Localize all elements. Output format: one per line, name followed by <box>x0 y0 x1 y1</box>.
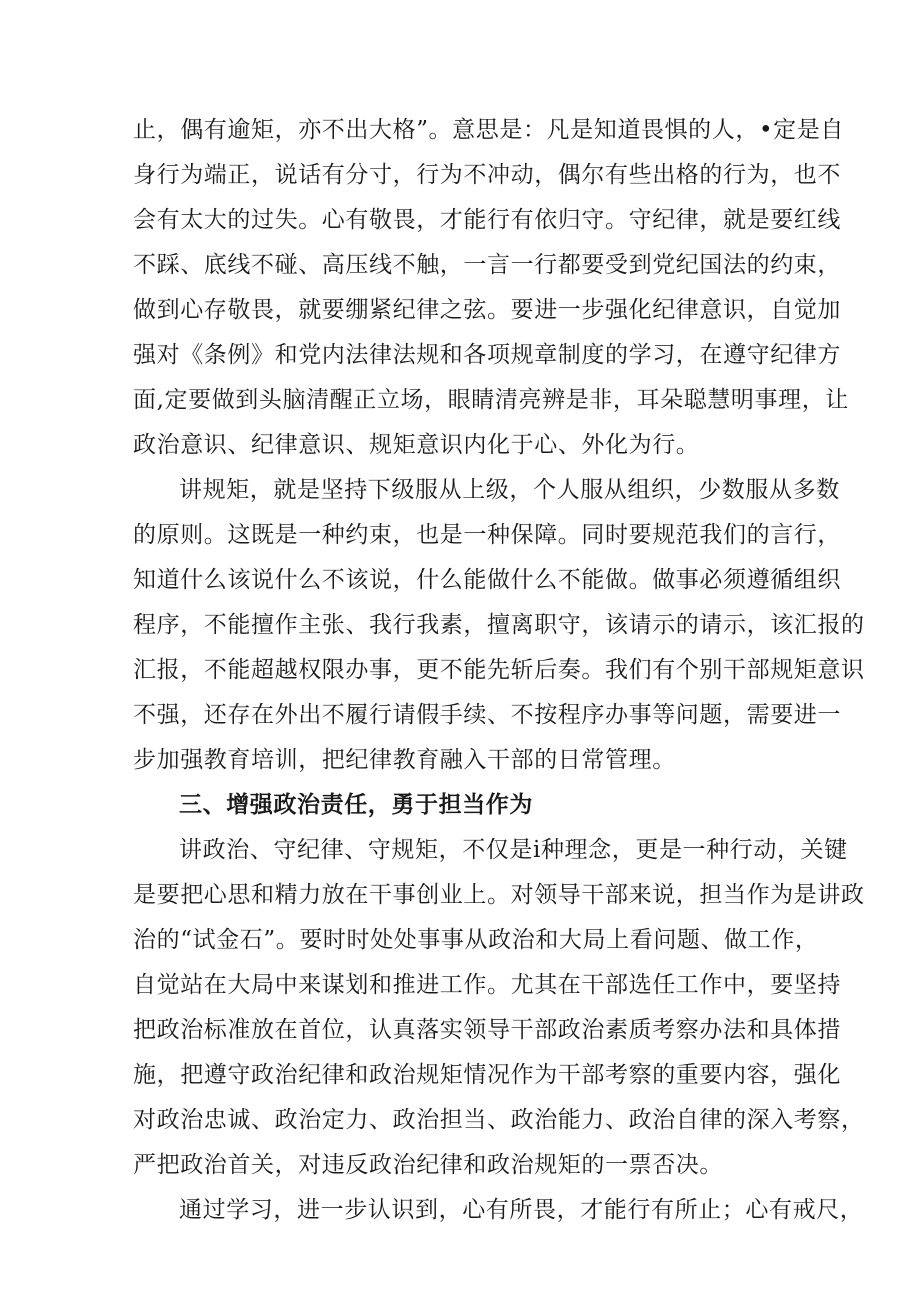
text-line: 汇报，不能超越权限办事，更不能先斩后奏。我们有个别干部规矩意识 <box>133 657 865 683</box>
text-line: 把政治标准放在首位，认真落实领导干部政治素质考察办法和具体措 <box>133 1017 841 1043</box>
text-line: 止，偶有逾矩，亦不出大格”。意思是：凡是知道畏惧的人，•定是自 <box>133 117 844 143</box>
text-line: 步加强教育培训，把纪律教育融入干部的日常管理。 <box>133 747 676 773</box>
text-line: 治的“试金石”。要时时处处事事从政治和大局上看问题、做工作， <box>133 927 819 953</box>
text-line: 不踩、底线不碰、高压线不触，一言一行都要受到党纪国法的约束， <box>133 252 841 278</box>
text-line: 讲政治、守纪律、守规矩，不仅是i种理念，更是一种行动，关键 <box>179 837 848 863</box>
text-line: 政治意识、纪律意识、规矩意识内化于心、外化为行。 <box>133 432 700 458</box>
text-line: 通过学习，进一步认识到，心有所畏，才能行有所止；心有戒尺， <box>179 1197 864 1223</box>
text-line: 讲规矩，就是坚持下级服从上级，个人服从组织，少数服从多数 <box>179 477 840 503</box>
text-line: 严把政治首关，对违反政治纪律和政治规矩的一票否决。 <box>133 1152 723 1178</box>
text-line: 的原则。这既是一种约束，也是一种保障。同时要规范我们的言行， <box>133 522 841 548</box>
text-line: 知道什么该说什么不该说，什么能做什么不能做。做事必须遵循组织 <box>133 567 841 593</box>
section-heading: 三、增强政治责任，勇于担当作为 <box>179 792 533 818</box>
text-line: 强对《条例》和党内法律法规和各项规章制度的学习，在遵守纪律方 <box>133 342 841 368</box>
text-line: 程序，不能擅作主张、我行我素，擅离职守，该请示的请示，该汇报的 <box>133 612 865 638</box>
text-line: 是要把心思和精力放在干事创业上。对领导干部来说，担当作为是讲政 <box>133 882 865 908</box>
text-line: 做到心存敬畏，就要绷紧纪律之弦。要进一步强化纪律意识，自觉加 <box>133 297 841 323</box>
text-line: 不强，还存在外出不履行请假手续、不按程序办事等问题，需要进一 <box>133 702 841 728</box>
text-line: 身行为端正，说话有分寸，行为不冲动，偶尔有些出格的行为，也不 <box>133 162 841 188</box>
text-line: 自觉站在大局中来谋划和推进工作。尤其在干部选任工作中，要坚持 <box>133 972 841 998</box>
text-line: 对政治忠诚、政治定力、政治担当、政治能力、政治自律的深入考察， <box>133 1107 865 1133</box>
text-line: 会有太大的过失。心有敬畏，才能行有依归守。守纪律，就是要红线 <box>133 207 841 233</box>
text-line: 面,定要做到头脑清醒正立场，眼睛清亮辨是非，耳朵聪慧明事理，让 <box>133 387 849 413</box>
text-line: 施，把遵守政治纪律和政治规矩情况作为干部考察的重要内容，强化 <box>133 1062 841 1088</box>
